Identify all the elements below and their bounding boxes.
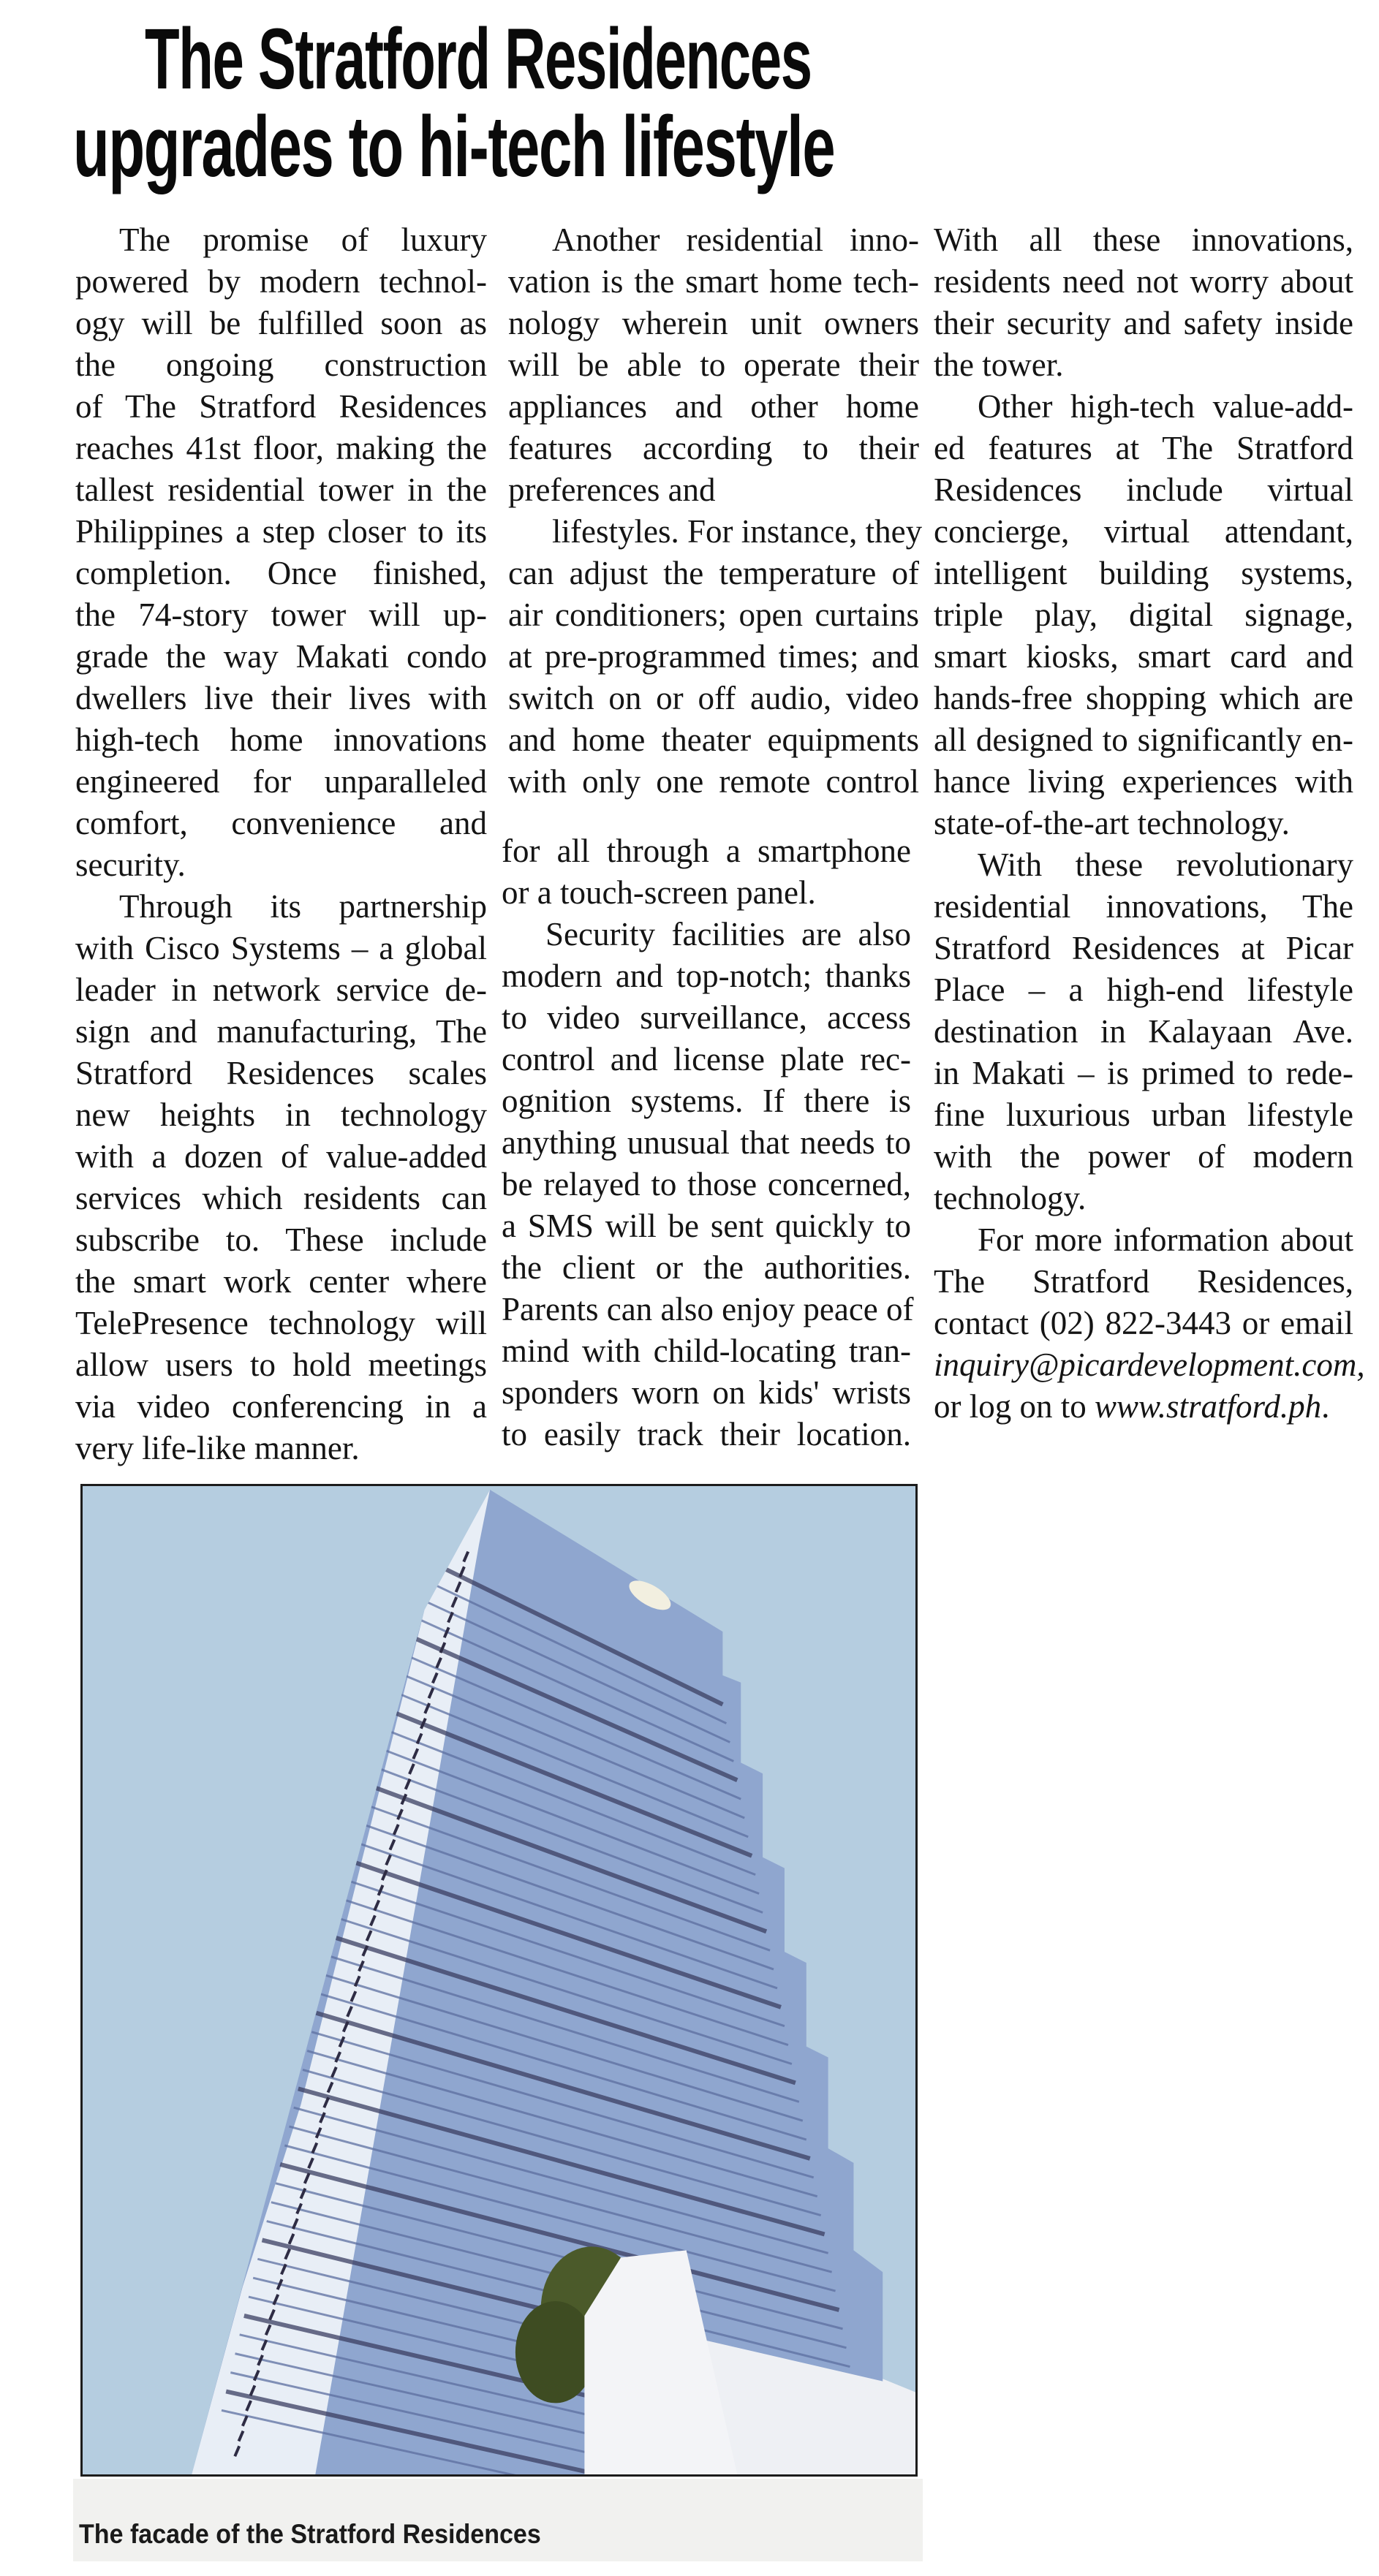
building-photo	[80, 1484, 918, 2477]
text-line: modern and top-notch; thanks	[502, 958, 911, 994]
text-line: the ongoing construction	[75, 346, 487, 383]
text-line: new heights in technology	[75, 1096, 487, 1133]
text-line: with Cisco Systems – a global	[75, 930, 487, 966]
text-line: concierge, virtual attendant,	[934, 513, 1353, 550]
text-line: high-tech home innovations	[75, 721, 487, 758]
text-line: Stratford Residences at Picar	[934, 930, 1353, 966]
photo-tree	[515, 2301, 595, 2403]
text-line: With these revolutionary	[978, 846, 1353, 883]
text-line: or a touch-screen panel.	[502, 874, 816, 911]
text-line: the tower.	[934, 346, 1064, 383]
text-line: can adjust the temperature of	[508, 555, 919, 591]
headline-line-1: The Stratford Residences	[145, 11, 812, 107]
text-line: very life-like manner.	[75, 1430, 360, 1466]
text-line: engineered for unparalleled	[75, 763, 487, 800]
article-column-3	[934, 219, 1365, 1428]
website-link[interactable]: www.stratford.ph	[1095, 1388, 1322, 1425]
text-line: Stratford Residences scales	[75, 1055, 487, 1091]
text-line: hance living experiences with	[934, 763, 1353, 800]
text-line: TelePresence technology will	[75, 1305, 487, 1341]
text-line: ed features at The Stratford	[934, 430, 1353, 466]
text-line: at pre-programmed times; and	[508, 638, 919, 675]
text-line: Residences include virtual	[934, 471, 1353, 508]
website-line	[934, 1386, 1353, 1428]
text-line: Place – a high-end lifestyle	[934, 971, 1353, 1008]
text-line: reaches 41st floor, making the	[75, 430, 487, 466]
text-line: be relayed to those concerned,	[502, 1166, 911, 1202]
text-line: Philippines a step closer to its	[75, 513, 487, 550]
text-line: dwellers live their lives with	[75, 680, 487, 716]
text-line: to video surveillance, access	[502, 999, 911, 1036]
text-line: mind with child-locating tran-	[502, 1333, 911, 1369]
text-line: smart kiosks, smart card and	[934, 638, 1353, 675]
article-column-2-top	[508, 219, 923, 803]
text-line: technology.	[934, 1180, 1087, 1216]
text-line: of The Stratford Residences	[75, 388, 487, 425]
text-line: For more information about	[978, 1221, 1353, 1258]
text-line: via video conferencing in a	[75, 1388, 487, 1425]
text-line: grade the way Makati condo	[75, 638, 487, 675]
text-line: With all these innovations,	[934, 221, 1353, 258]
text-line: completion. Once finished,	[75, 555, 487, 591]
text-line: subscribe to. These include	[75, 1221, 487, 1258]
text-line: destination in Kalayaan Ave.	[934, 1013, 1353, 1050]
text-line: fine luxurious urban lifestyle	[934, 1096, 1353, 1133]
text-line: to easily track their location.	[502, 1416, 911, 1452]
text-line: ogy will be fulfilled soon as	[75, 305, 487, 341]
text-line: control and license plate rec-	[502, 1041, 911, 1077]
text-line: the client or the authorities.	[502, 1249, 911, 1286]
text-line: powered by modern technol-	[75, 263, 487, 300]
text-line: The promise of luxury	[119, 221, 487, 258]
text-line: vation is the smart home tech-	[508, 263, 919, 300]
text-line: appliances and other home	[508, 388, 919, 425]
text-line: sponders worn on kids' wrists	[502, 1374, 911, 1411]
text-line: leader in network service de-	[75, 971, 487, 1008]
headline-line-2: upgrades to hi-tech lifestyle	[73, 99, 835, 195]
text-line: a SMS will be sent quickly to	[502, 1208, 911, 1244]
photo-caption: The facade of the Stratford Residences	[79, 2519, 541, 2549]
contact-email-link[interactable]: inquiry@picardevelopment.com,	[934, 1346, 1365, 1383]
text-line: residents need not worry about	[934, 263, 1353, 300]
text-line: The Stratford Residences,	[934, 1263, 1353, 1300]
article-column-1	[75, 219, 487, 1469]
text-line: features according to their	[508, 430, 919, 466]
text-line: switch on or off audio, video	[508, 680, 919, 716]
text-line: ognition systems. If there is	[502, 1083, 911, 1119]
text-line: comfort, convenience and	[75, 805, 487, 841]
text-line: intelligent building systems,	[934, 555, 1353, 591]
text-line: for all through a smartphone	[502, 833, 911, 869]
text-line: their security and safety inside	[934, 305, 1353, 341]
text-line: with the power of modern	[934, 1138, 1353, 1175]
text-line: tallest residential tower in the	[75, 471, 487, 508]
text-line: the smart work center where	[75, 1263, 487, 1300]
text-line: all designed to significantly en-	[934, 721, 1353, 758]
text-line: allow users to hold meetings	[75, 1346, 487, 1383]
text-line: hands-free shopping which are	[934, 680, 1353, 716]
text-line: anything unusual that needs to	[502, 1124, 911, 1161]
text-line: lifestyles. For instance, they	[552, 513, 923, 550]
text-line: the 74-story tower will up-	[75, 596, 487, 633]
text-line: security.	[75, 846, 186, 883]
text-line: Another residential inno-	[552, 221, 919, 258]
column-3-lines	[934, 219, 1353, 1344]
article-column-2-bottom	[502, 830, 914, 1455]
text-line: and home theater equipments	[508, 721, 919, 758]
text-line: air conditioners; open curtains	[508, 596, 919, 633]
text-line: sign and manufacturing, The	[75, 1013, 487, 1050]
text-line: residential innovations, The	[934, 888, 1353, 925]
text-line: Security facilities are also	[545, 916, 911, 952]
text-line: triple play, digital signage,	[934, 596, 1353, 633]
text-line: in Makati – is primed to rede-	[934, 1055, 1353, 1091]
text-line: with only one remote control	[508, 763, 919, 800]
text-line: Through its partnership	[119, 888, 487, 925]
website-prefix: or log on to	[934, 1388, 1095, 1425]
website-suffix: .	[1321, 1388, 1330, 1425]
text-line: with a dozen of value-added	[75, 1138, 487, 1175]
text-line: state-of-the-art technology.	[934, 805, 1290, 841]
tower-illustration	[83, 1486, 915, 2474]
text-line: nology wherein unit owners	[508, 305, 919, 341]
text-line: Parents can also enjoy peace of	[502, 1291, 914, 1327]
text-line: services which residents can	[75, 1180, 487, 1216]
contact-email-line	[934, 1344, 1365, 1386]
text-line: contact (02) 822-3443 or email	[934, 1305, 1353, 1341]
text-line: preferences and	[508, 471, 716, 508]
text-line: will be able to operate their	[508, 346, 919, 383]
text-line: Other high-tech value-add-	[978, 388, 1353, 425]
